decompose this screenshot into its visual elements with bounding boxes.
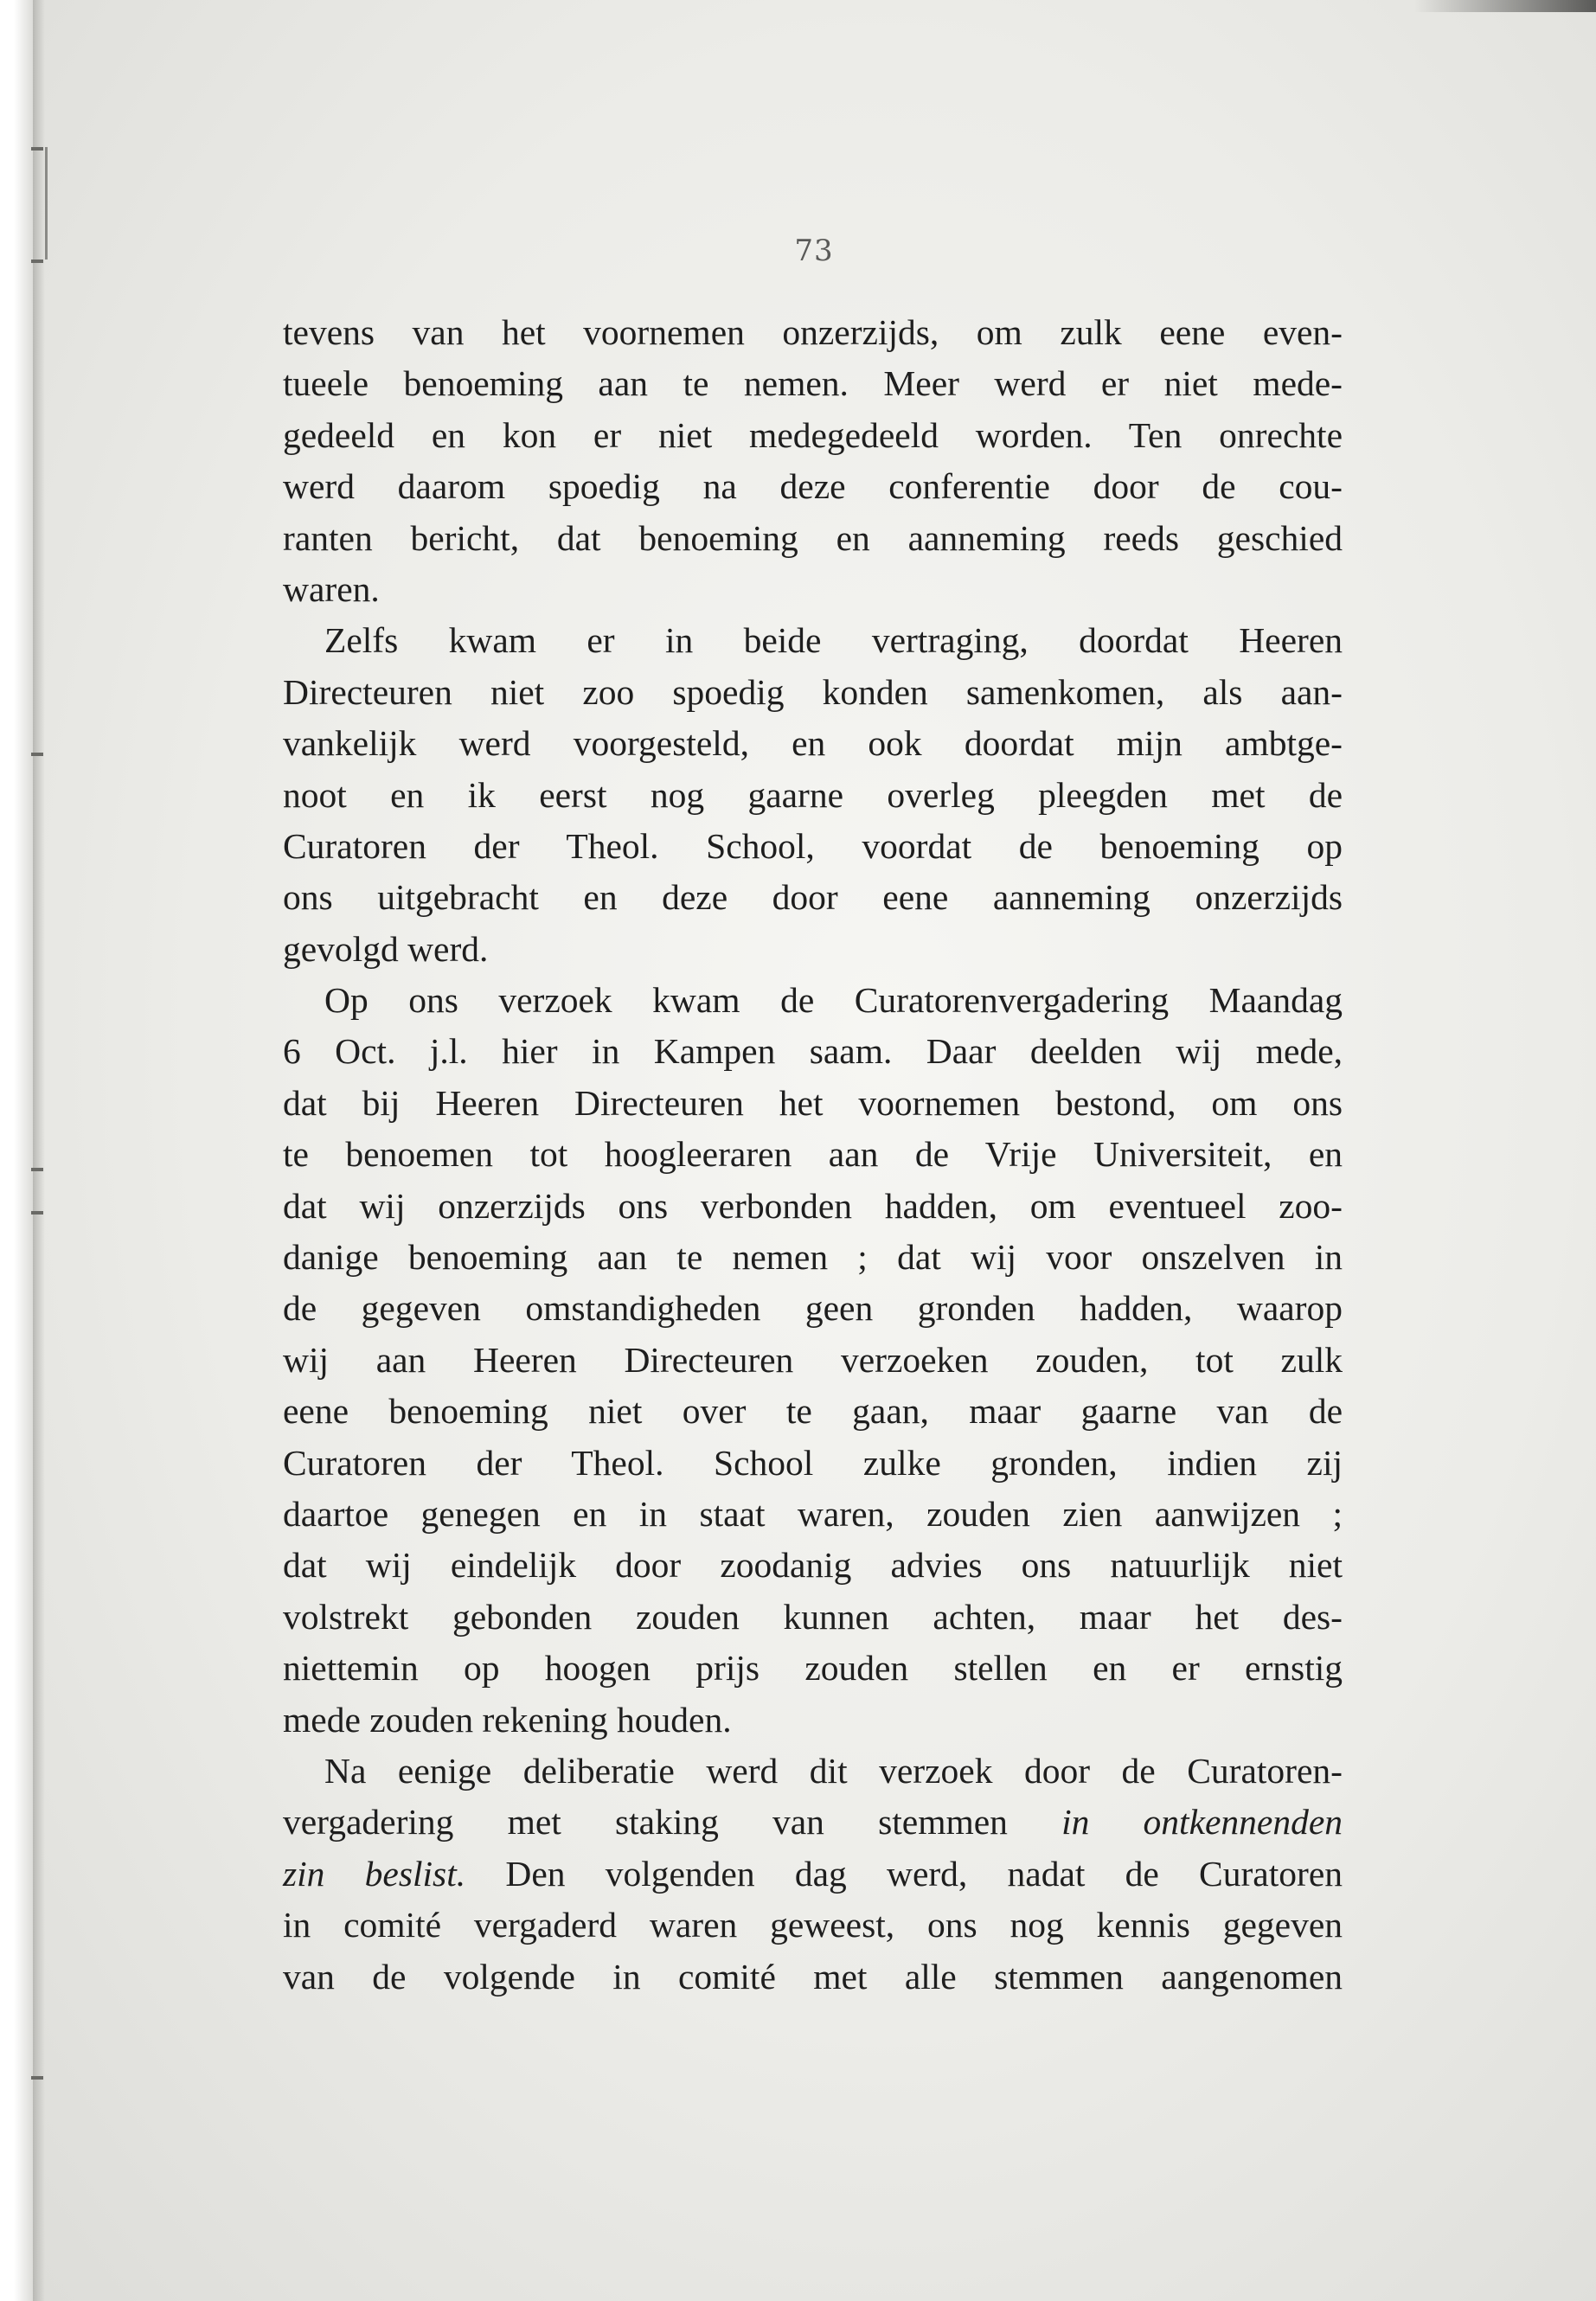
text-line: 6 Oct. j.l. hier in Kampen saam. Daar deelden wij mede, [283,1031,1343,1072]
binding-tick [31,260,43,263]
text-line: tueele benoeming aan te nemen. Meer werd er niet mede- [283,363,1343,404]
binding-tick [31,147,43,151]
binding-line [45,147,48,260]
text-line-with-italic [283,1797,1343,1848]
text-line: daartoe genegen en in staat waren, zouden zien aanwijzen ; [283,1493,1343,1534]
paragraph-start-line: Na eenige deliberatie werd dit verzoek door de Curatoren- [324,1750,1343,1791]
text-line: werd daarom spoedig na deze conferentie door de cou- [283,466,1343,507]
text-line: niettemin op hoogen prijs zouden stellen en er ernstig [283,1648,1343,1689]
binding-tick [31,753,43,756]
text-line: mede zouden rekening houden. [283,1699,732,1740]
text-line: volstrekt gebonden zouden kunnen achten, maar het des- [283,1596,1343,1637]
text-line: ranten bericht, dat benoeming en aanneming reeds geschied [283,517,1343,558]
text-line: gedeeld en kon er niet medegedeeld worden. Ten onrechte [283,414,1343,455]
text-line: Curatoren der Theol. School, voordat de benoeming op [283,825,1343,866]
page-left-margin [0,0,35,2301]
text-line: de gegeven omstandigheden geen gronden hadden, waarop [283,1288,1343,1329]
text-line: dat wij eindelijk door zoodanig advies ons natuurlijk niet [283,1545,1343,1586]
text-line: Curatoren der Theol. School zulke gronden, indien zij [283,1442,1343,1483]
text-line: wij aan Heeren Directeuren verzoeken zouden, tot zulk [283,1339,1343,1380]
text-line: danige benoeming aan te nemen ; dat wij voor onszelven in [283,1237,1343,1278]
text-line: te benoemen tot hoogleeraren aan de Vrije Universiteit, en [283,1134,1343,1175]
italic-phrase: zin beslist. [283,1853,466,1894]
text-line-with-italic [283,1849,1343,1900]
paragraph-start-line: Zelfs kwam er in beide vertraging, doordat Heeren [324,620,1343,661]
paragraph-start-line: Op ons verzoek kwam de Curatorenvergadering Maandag [324,980,1343,1021]
text-line: waren. [283,568,380,609]
page-number: 73 [794,234,834,268]
binding-shadow [33,0,45,2301]
line-roman-part: Den volgenden dag werd, nadat de Curatoren [465,1853,1343,1894]
text-line: eene benoeming niet over te gaan, maar gaarne van de [283,1391,1343,1432]
binding-tick [31,1211,43,1215]
text-line: gevolgd werd. [283,928,489,969]
text-line: vankelijk werd voorgesteld, en ook doordat mijn ambtge- [283,723,1343,764]
text-line: tevens van het voornemen onzerzijds, om zulk eene even- [283,312,1343,352]
text-line: Directeuren niet zoo spoedig konden samenkomen, als aan- [283,671,1343,712]
binding-tick [31,2076,43,2080]
body-text [283,307,1343,2003]
text-line: dat wij onzerzijds ons verbonden hadden, om eventueel zoo- [283,1185,1343,1226]
text-line: noot en ik eerst nog gaarne overleg pleegden met de [283,774,1343,815]
text-line: dat bij Heeren Directeuren het voornemen bestond, om ons [283,1082,1343,1123]
italic-phrase: in ontkennenden [1061,1802,1343,1843]
line-roman-part: vergadering met staking van stemmen [283,1802,1062,1843]
binding-tick [31,1168,43,1171]
text-line: van de volgende in comité met alle stemmen aangenomen [283,1956,1343,1997]
text-line: in comité vergaderd waren geweest, ons nog kennis gegeven [283,1905,1343,1945]
scan-edge-mark [1414,0,1596,12]
text-line: ons uitgebracht en deze door eene aanneming onzerzijds [283,877,1343,918]
